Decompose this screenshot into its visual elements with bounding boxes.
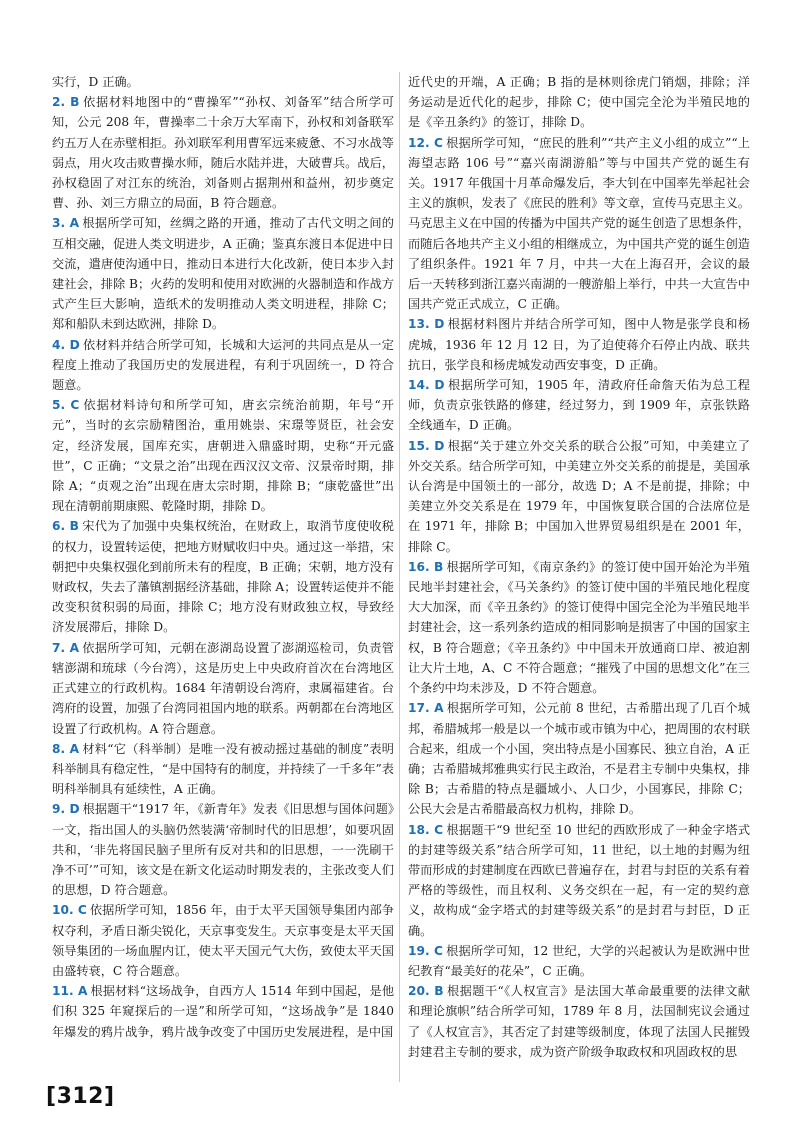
answer-item [408,314,750,375]
answer-text: 根据题干“9 世纪至 10 世纪的西欧形成了一种金字塔式的封建等级关系”结合所学可知，11 世纪，以土地的封赐为纽带而形成的封建制度在西欧已普遍存在，封君与封臣的关系有着严格的等级性，而且权利、义务交织在一起，有一定的契约意义，故构成“金字塔式的封建等级关系”的是封君与封臣，D 正确。 [408,822,751,938]
answer-item [52,900,394,981]
answer-continuation [408,72,750,133]
answer-number: 9. D [52,802,80,817]
answer-text: 依据所学可知，1856 年，由于太平天国领导集团内部争权夺利，矛盾日渐尖锐化，天京事变发生。天京事变是太平天国领导集团的一场血腥内讧，使太平天国元气大伤，致使太平天国由盛转衰，C 符合题意。 [52,903,394,978]
right-column [408,72,750,1062]
answer-number: 12. C [408,135,443,150]
answer-text: 依据材料诗句和所学可知，唐玄宗统治前期，年号“开元”，当时的玄宗励精图治，重用姚崇、宋璟等贤臣，社会安定，经济发展，国库充实，唐朝进入鼎盛时期，史称“开元盛世”，C 正确；“文景之治”出现在西汉汉文帝、汉景帝时期，排除 A；“贞观之治”出现在唐太宗时期，排除 B；“康乾盛世”出现在清朝前期康熙、乾隆时期，排除 D。 [52,398,394,514]
answer-item [52,335,394,396]
answer-number: 6. B [52,519,79,534]
answer-text: 根据材料图片并结合所学可知，图中人物是张学良和杨虎城，1936 年 12 月 12 日，为了迫使蒋介石停止内战、联共抗日，张学良和杨虎城发动西安事变，D 正确。 [408,317,750,372]
answer-continuation [52,72,394,92]
answer-text: 根据材料“这场战争，自西方人 1514 年到中国起，是他们积 325 年窥探后的一逞”和所学可知，“这场战争”是 1840 年爆发的鸦片战争，鸦片战争改变了中国历史发展进程，是中国 [52,984,395,1039]
answer-text: 依材料并结合所学可知，长城和大运河的共同点是从一定程度上推动了我国历史的发展进程，有利于巩固统一，D 符合题意。 [52,337,394,393]
answer-item [408,698,750,819]
answer-number: 18. C [408,822,444,837]
answer-item [408,820,750,941]
page-number: [312] [46,1084,115,1109]
answer-item [52,395,394,516]
answer-item [52,638,394,739]
answer-item [408,981,750,1062]
answer-number: 14. D [408,378,445,393]
answer-item [52,213,394,334]
answer-number: 4. D [52,337,80,352]
answer-item [408,375,750,436]
answer-number: 20. B [408,984,444,999]
answer-item [52,92,394,213]
answer-number: 11. A [52,984,88,999]
answer-number: 17. A [408,701,444,716]
answer-number: 16. B [408,559,444,574]
answer-number: 3. A [52,216,80,231]
answer-number: 13. D [408,317,445,332]
answer-item [52,739,394,800]
answer-text: 实行，D 正确。 [52,75,139,89]
answer-text: 根据所学可知，1905 年，清政府任命詹天佑为总工程师，负责京张铁路的修建，经过努力，到 1909 年，京张铁路全线通车，D 正确。 [408,378,750,433]
answer-text: 宋代为了加强中央集权统治，在财政上，取消节度使收税的权力，设置转运使，把地方财赋收归中央。通过这一举措，宋朝把中央集权强化到前所未有的程度，B 正确；宋朝，地方没有财政权，失去了藩镇割据经济基础，排除 A；设置转运使并不能改变积贫积弱的局面，排除 C；地方没有财政独立权，导致经济发展滞后，排除 D。 [52,519,394,635]
answer-text: 根据“关于建立外交关系的联合公报”可知，中美建立了外交关系。结合所学可知，中美建立外交关系的前提是，美国承认台湾是中国领土的一部分，故选 D；A 不是前提，排除；中美建立外交关系是在 1979 年，中国恢复联合国的合法席位是在 1971 年，排除 B；中国加入世界贸易组织是在 2001 年，排除 C。 [408,438,751,554]
answer-text: 依据所学可知，元朝在澎湖岛设置了澎湖巡检司，负责管辖澎湖和琉球（今台湾），这是历史上中央政府首次在台湾地区正式建立的行政机构。1684 年清朝设台湾府，隶属福建省。台湾府的设置，加强了台湾同祖国内地的联系。两朝都在台湾地区设置了行政机构。A 符合题意。 [52,640,394,736]
answer-text: 根据所学可知，公元前 8 世纪，古希腊出现了几百个城邦，希腊城邦一般是以一个城市或市镇为中心，把周围的农村联合起来，组成一个小国，突出特点是小国寡民、独立自治，A 正确；古希腊城邦雅典实行民主政治，不是君主专制中央集权，排除 B；古希腊的特点是疆域小、人口少，小国寡民，排除 C；公民大会是古希腊最高权力机构，排除 D。 [408,701,750,817]
answer-text: 根据所学可知，《南京条约》的签订使中国开始沦为半殖民地半封建社会，《马关条约》的签订使中国的半殖民地化程度大大加深，而《辛丑条约》的签订使得中国完全沦为半殖民地半封建社会，这一系列条约造成的相同影响是损害了中国的国家主权，B 符合题意；《辛丑条约》中中国未开放通商口岸、被迫割让大片土地，A、C 不符合题意；“摧残了中国的思想文化”在三个条约中均未涉及，D 不符合题意。 [408,559,750,696]
answer-item [52,516,394,637]
answer-text: 根据所学可知，12 世纪，大学的兴起被认为是欧洲中世纪教育“最美好的花朵”，C 正确。 [408,943,750,978]
answer-item [52,799,394,900]
answer-item [52,981,394,1042]
answer-number: 5. C [52,398,80,413]
answer-number: 2. B [52,95,80,110]
answer-text: 近代史的开端，A 正确；B 指的是林则徐虎门销烟，排除；洋务运动是近代化的起步，排除 C；使中国完全沦为半殖民地的是《辛丑条约》的签订，排除 D。 [408,75,750,130]
answer-number: 19. C [408,943,443,958]
answer-item [408,941,750,981]
column-divider [399,72,400,1082]
answer-text: 根据题干“1917 年，《新青年》发表《旧思想与国体问题》一文，指出国人的头脑仍然装满‘帝制时代的旧思想’，如要巩固共和，‘非先将国民脑子里所有反对共和的旧思想，一一洗刷干净不可’”可知，该文是在新文化运动时期发表的，主张改变人们的思想，D 符合题意。 [52,802,394,898]
answer-text: 根据所学可知，丝绸之路的开通，推动了古代文明之间的互相交融，促进人类文明进步，A 正确；鉴真东渡日本促进中日交流，遣唐使沟通中日，推动日本进行大化改新，使日本步入封建社会，排除 B；火药的发明和使用对欧洲的火器制造和作战方式产生巨大影响，造纸术的发明推动人类文明进程，排除 C；郑和船队未到达欧洲，排除 D。 [52,216,394,332]
answer-text: 材料“它（科举制）是唯一没有被动摇过基础的制度”表明科举制具有稳定性，“是中国特有的制度，并持续了一千多年”表明科举制具有延续性，A 正确。 [52,741,394,797]
left-column [52,72,394,1042]
answer-text: 根据所学可知，“庶民的胜利”“共产主义小组的成立”“上海望志路 106 号”“嘉兴南湖游船”等与中国共产党的诞生有关。1917 年俄国十月革命爆发后，李大钊在中国率先举起社会主义的旗帜，发表了《庶民的胜利》等文章，宣传马克思主义。马克思主义在中国的传播为中国共产党的诞生创造了思想条件，而随后各地共产主义小组的相继成立，为中国共产党的诞生创造了组织条件。1921 年 7 月，中共一大在上海召开，会议的最后一天转移到浙江嘉兴南湖的一艘游船上举行，中共一大宣告中国共产党正式成立，C 正确。 [408,135,750,312]
answer-item [408,557,750,698]
answer-text: 依据材料地图中的“曹操军”“孙权、刘备军”结合所学可知，公元 208 年，曹操率二十余万大军南下，孙权和刘备联军约五万人在赤壁相拒。孙刘联军利用曹军远来疲惫、不习水战等弱点，用火攻击败曹操水师，随后水陆并进，大破曹兵。战后，孙权稳固了对江东的统治，刘备则占据荆州和益州，初步奠定曹、孙、刘三方鼎立的局面，B 符合题意。 [52,95,394,211]
answer-number: 8. A [52,741,80,756]
answer-number: 7. A [52,640,80,655]
answer-item [408,436,750,557]
answer-text: 根据题干“《人权宣言》是法国大革命最重要的法律文献和理论旗帜”结合所学可知，1789 年 8 月，法国制宪议会通过了《人权宣言》，其否定了封建等级制度，体现了法国人民摧毁封建君主专制的要求，成为资产阶级争取政权和巩固政权的思 [408,984,750,1059]
answer-item [408,133,750,315]
answer-number: 10. C [52,903,87,918]
answer-number: 15. D [408,438,445,453]
